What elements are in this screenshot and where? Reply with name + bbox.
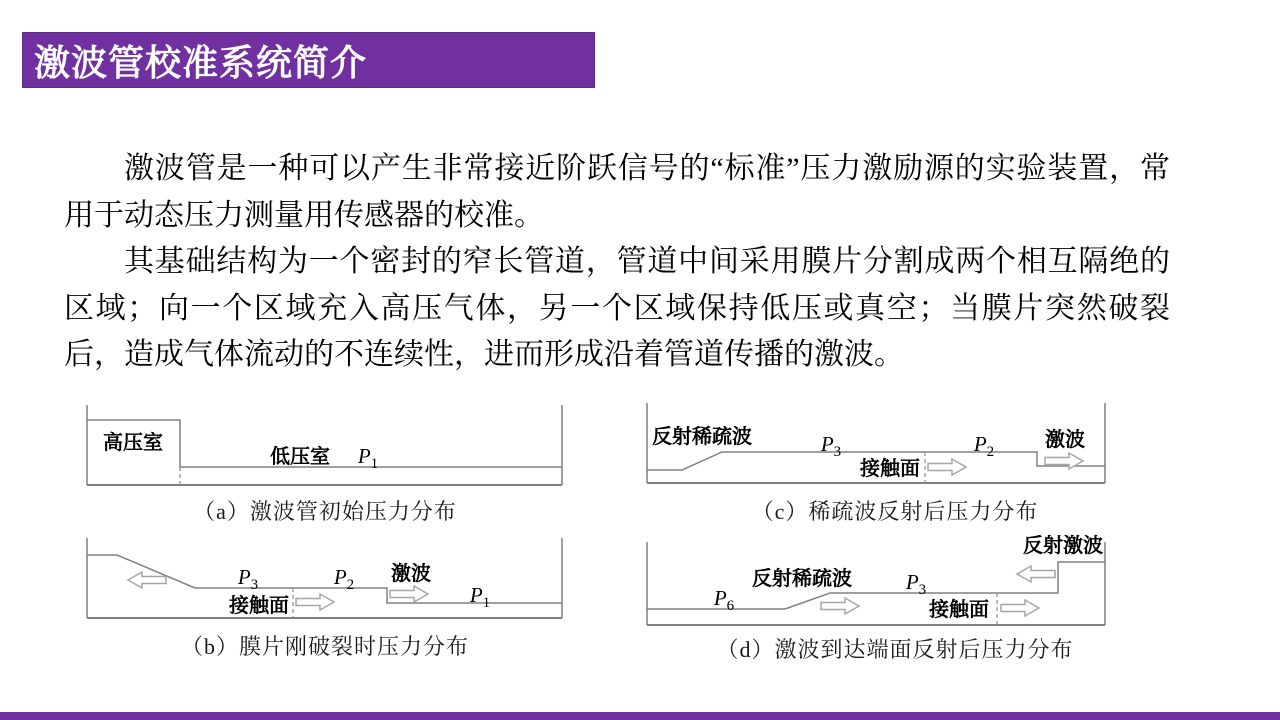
body-text-block: [64, 146, 1170, 379]
bottom-accent-bar: [0, 712, 1280, 720]
contact-surface-label: 接触面: [229, 595, 289, 617]
p3-label: $P_3$: [237, 565, 259, 593]
diagram-b: [85, 535, 565, 625]
figure-a-initial-pressure: [85, 398, 565, 526]
paragraph-structure: 其基础结构为一个密封的窄长管道，管道中间采用膜片分割成两个相互隔绝的区域；向一个区域充入高压气体，另一个区域保持低压或真空；当膜片突然破裂后，造成气体流动的不连续性，进而形成沿着管道传播的激波。: [64, 245, 1170, 371]
reflected-shock-label: 反射激波: [1023, 535, 1103, 557]
diagram-d: [645, 530, 1145, 628]
right-arrow-icon: [1001, 600, 1039, 616]
diagram-c: [645, 398, 1145, 490]
figure-c-caption: （c）稀疏波反射后压力分布: [751, 499, 1039, 524]
right-arrow-icon: [821, 598, 859, 614]
left-arrow-icon: [128, 572, 166, 588]
right-arrow-icon: [390, 586, 428, 602]
figure-d-shock-reflected: [645, 530, 1145, 664]
p2-label: $P_2$: [973, 432, 995, 460]
contact-surface-label: 接触面: [929, 599, 989, 621]
figure-b-caption: （b）膜片刚破裂时压力分布: [180, 634, 469, 659]
figure-d-caption: （d）激波到达端面反射后压力分布: [716, 637, 1074, 662]
contact-surface-label: 接触面: [860, 458, 920, 480]
shock-label: 激波: [391, 563, 431, 585]
reflected-rarefaction-label: 反射稀疏波: [652, 426, 752, 448]
p3-label: $P_3$: [820, 432, 842, 460]
right-arrow-icon: [928, 459, 966, 475]
p3-label: $P_3$: [905, 570, 927, 598]
p1-label: $P_1$: [469, 583, 491, 611]
figure-a-caption: （a）激波管初始压力分布: [193, 499, 457, 524]
figure-c-rarefaction-reflected: [645, 398, 1145, 526]
low-chamber-label: 低压室: [270, 446, 330, 468]
page-title: 激波管校准系统简介: [34, 41, 368, 83]
reflected-rarefaction-label: 反射稀疏波: [752, 568, 852, 590]
p1-label: $P_1$: [357, 444, 379, 472]
p6-label: $P_6$: [713, 586, 735, 614]
shock-label: 激波: [1045, 429, 1085, 451]
title-banner: [22, 32, 595, 88]
right-arrow-icon: [296, 594, 334, 610]
paragraph-intro: 激波管是一种可以产生非常接近阶跃信号的“标准”压力激励源的实验装置，常用于动态压力测量用传感器的校准。: [64, 152, 1170, 232]
figure-b-burst-pressure: [85, 535, 565, 661]
high-chamber-label: 高压室: [103, 432, 163, 454]
left-arrow-icon: [1017, 566, 1055, 582]
diagram-a: [85, 398, 565, 490]
p2-label: $P_2$: [333, 565, 355, 593]
